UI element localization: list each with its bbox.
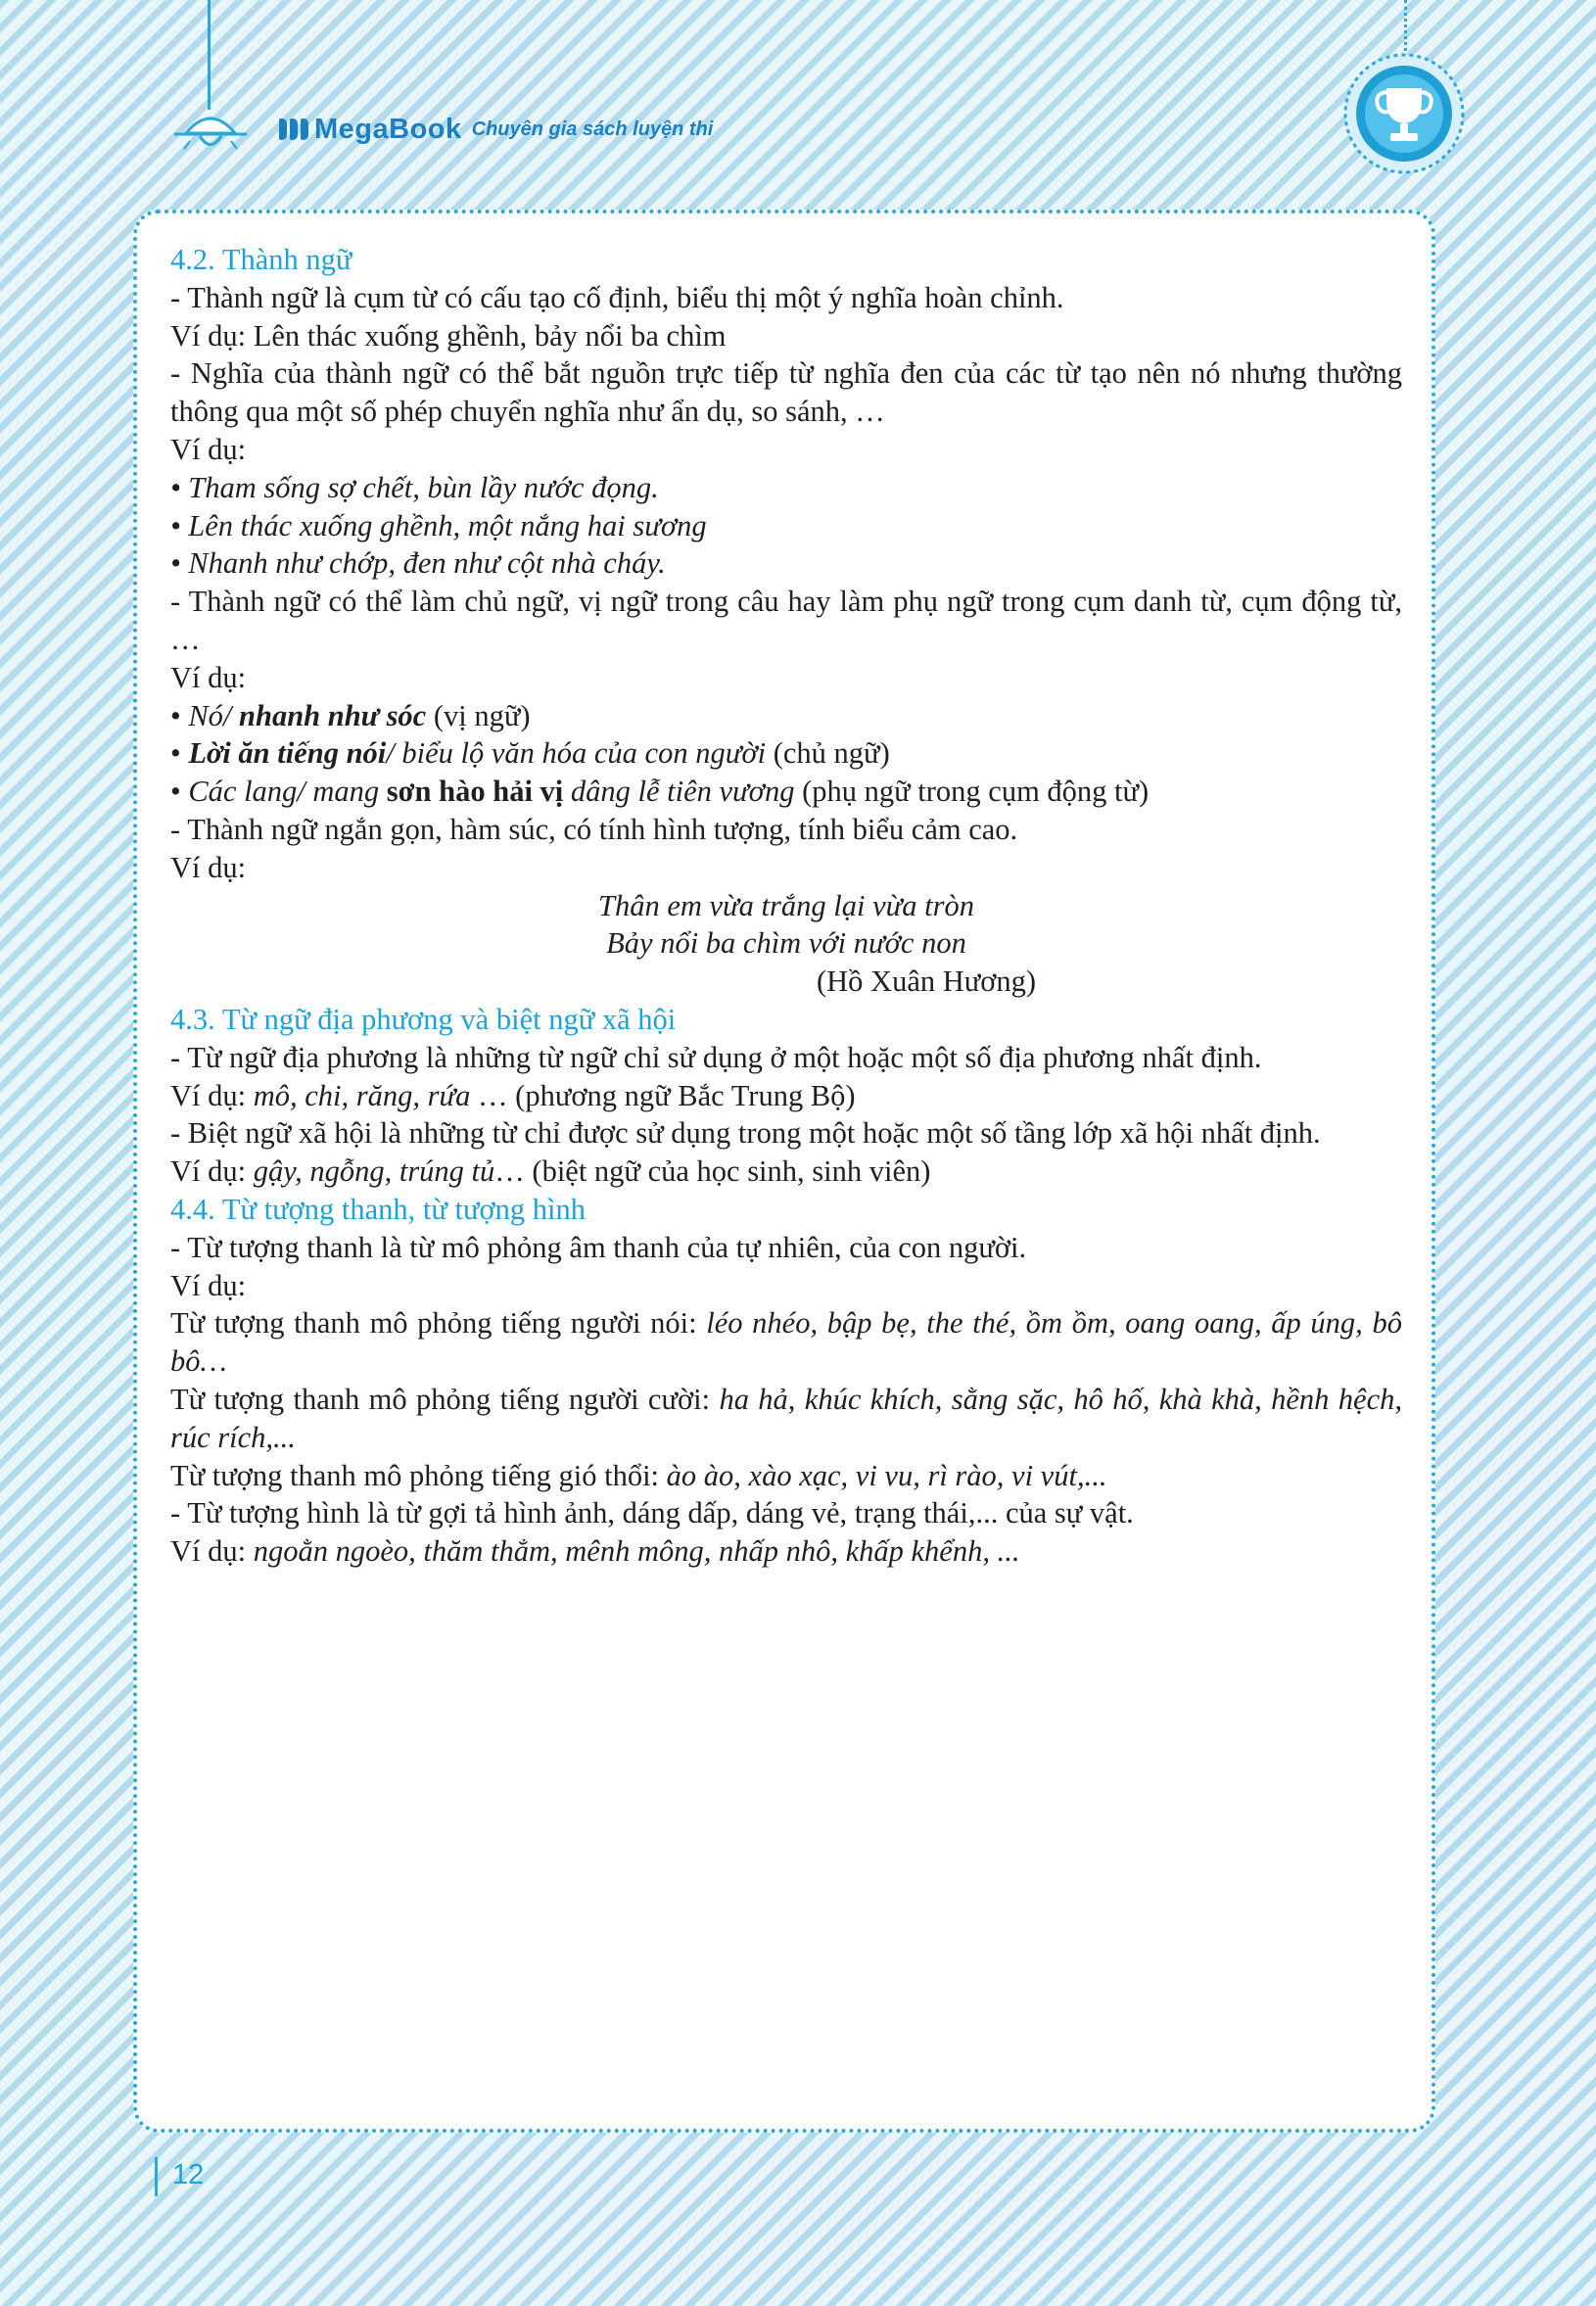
example-label: Ví dụ: [170,432,247,466]
example-line: Ví dụ: gậy, ngỗng, trúng tủ… (biệt ngữ của học sinh, sinh viên) [170,1154,931,1189]
brand-header [279,110,713,149]
brand-tagline: Chuyên gia sách luyện thi [471,118,714,140]
paragraph: - Thành ngữ ngắn gọn, hàm súc, có tính hình tượng, tính biểu cảm cao. [170,812,1018,846]
brand-name: MegaBook [314,113,462,145]
paragraph: - Thành ngữ có thể làm chủ ngữ, vị ngữ trong câu hay làm phụ ngữ trong cụm danh từ, cụm động từ, … [170,585,1402,656]
paragraph: - Từ tượng thanh là từ mô phỏng âm thanh của tự nhiên, của con người. [170,1230,1027,1264]
paragraph: - Biệt ngữ xã hội là những từ chỉ được sử dụng trong một hoặc một số tầng lớp xã hội nhất định. [170,1116,1321,1151]
example-line: Từ tượng thanh mô phỏng tiếng người nói: léo nhéo, bập bẹ, the thé, ồm ồm, oang oang, ấp úng, bô bô… [170,1306,1402,1379]
example-line: Từ tượng thanh mô phỏng tiếng gió thổi: ào ào, xào xạc, vi vu, rì rào, vi vút,... [170,1458,1107,1492]
page-content [170,241,1402,1571]
lamp-cord [208,0,211,110]
bullet-item: • Lên thác xuống ghềnh, một nắng hai sương [170,508,707,542]
bullet-item: • Tham sống sợ chết, bùn lầy nước đọng. [170,470,659,504]
section-heading-4-3: 4.3. Từ ngữ địa phương và biệt ngữ xã hội [170,1002,677,1036]
example-line: Ví dụ: ngoằn ngoèo, thăm thẳm, mênh mông, nhấp nhô, khấp khểnh, ... [170,1534,1020,1569]
section-heading-4-2: 4.2. Thành ngữ [170,243,352,276]
paragraph: - Nghĩa của thành ngữ có thể bắt nguồn trực tiếp từ nghĩa đen của các từ tạo nên nó nhưng thường thông qua một số phép chuyển nghĩa như ẩn dụ, so sánh, … [170,356,1402,429]
trophy-icon [1341,51,1467,176]
poem-author: (Hồ Xuân Hương) [817,965,1037,999]
example-label: Ví dụ: [170,1268,247,1302]
example-line: Ví dụ: mô, chi, răng, rứa … (phương ngữ Bắc Trung Bộ) [170,1078,856,1112]
bullet-item: • Nhanh như chớp, đen như cột nhà cháy. [170,546,666,581]
example-label: Ví dụ: [170,850,247,884]
example-line: Từ tượng thanh mô phỏng tiếng người cười: ha hả, khúc khích, sằng sặc, hô hố, khà khà, hềnh hệch, rúc rích,... [170,1382,1402,1454]
poem-line: Thân em vừa trắng lại vừa tròn [597,888,974,922]
page-number: 12 [172,2159,205,2190]
page-number-bar [155,2157,158,2196]
lamp-icon [166,106,255,157]
example-line: Ví dụ: Lên thác xuống ghềnh, bảy nổi ba chìm [170,318,727,353]
megabook-logo-icon [279,118,308,140]
paragraph: - Từ tượng hình là từ gợi tả hình ảnh, dáng dấp, dáng vẻ, trạng thái,... của sự vật. [170,1496,1134,1530]
example-label: Ví dụ: [170,660,247,694]
poem-line: Bảy nổi ba chìm với nước non [606,926,966,961]
paragraph: - Từ ngữ địa phương là những từ ngữ chỉ sử dụng ở một hoặc một số địa phương nhất định. [170,1040,1262,1074]
bullet-item: • Nó/ nhanh như sóc (vị ngữ) [170,698,531,732]
bullet-item: • Lời ăn tiếng nói/ biểu lộ văn hóa của con người (chủ ngữ) [170,736,890,771]
bullet-item: • Các lang/ mang sơn hào hải vị dâng lễ tiên vương (phụ ngữ trong cụm động từ) [170,775,1150,809]
paragraph: - Thành ngữ là cụm từ có cấu tạo cố định, biểu thị một ý nghĩa hoàn chỉnh. [170,280,1064,314]
trophy-cord [1404,0,1407,51]
section-heading-4-4: 4.4. Từ tượng thanh, từ tượng hình [170,1192,586,1226]
